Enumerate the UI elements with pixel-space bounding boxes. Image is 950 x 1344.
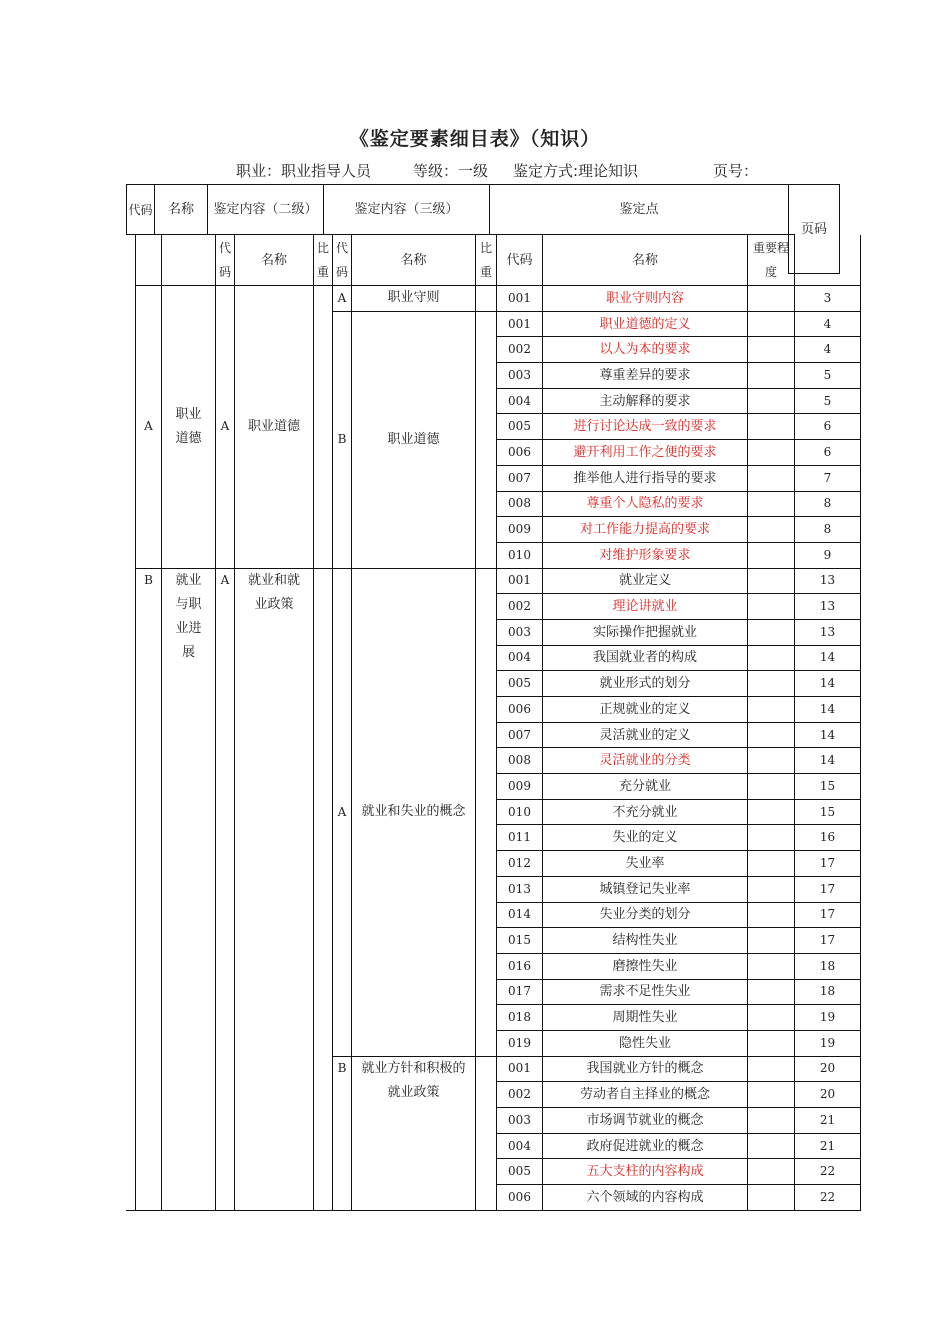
point-code: 012 [497,851,543,877]
header-weight: 比重 [314,235,333,286]
header-importance: 重要程度 [748,235,795,286]
point-name: 职业守则内容 [543,286,748,312]
point-name: 充分就业 [543,774,748,800]
header-level2: 鉴定内容（二级） [208,185,324,235]
page-title: 《鉴定要素细目表》（知识） [349,128,601,150]
header-page: 页码 [789,185,840,274]
section-code: B [136,568,162,1210]
point-code: 017 [497,979,543,1005]
point-page: 14 [795,645,861,671]
header-sub-code-3: 代码 [333,235,352,286]
point-name: 就业形式的划分 [543,671,748,697]
point-importance [748,671,795,697]
point-page: 21 [795,1108,861,1134]
l3-weight [476,286,497,312]
point-importance [748,902,795,928]
point-name: 实际操作把握就业 [543,619,748,645]
point-code: 014 [497,902,543,928]
point-name: 进行讨论达成一致的要求 [543,414,748,440]
point-page: 22 [795,1159,861,1185]
point-importance [748,1108,795,1134]
point-name: 失业分类的划分 [543,902,748,928]
point-page: 5 [795,388,861,414]
point-code: 001 [497,311,543,337]
point-name: 灵活就业的分类 [543,748,748,774]
point-page: 17 [795,851,861,877]
point-importance [748,928,795,954]
occupation-label: 职业：职业指导人员 [236,162,372,180]
header-weight-3: 比重 [476,235,497,286]
point-page: 6 [795,414,861,440]
l3-code: A [333,286,352,312]
section-name: 就业与职业进展 [162,568,216,1210]
point-page: 15 [795,799,861,825]
point-code: 005 [497,671,543,697]
point-page: 14 [795,722,861,748]
header-sub-name-3: 名称 [352,235,476,286]
point-page: 13 [795,619,861,645]
l3-name: 职业守则 [352,286,476,312]
point-page: 8 [795,491,861,517]
l3-code: B [333,1056,352,1210]
point-importance [748,619,795,645]
point-importance [748,1185,795,1211]
point-name: 尊重个人隐私的要求 [543,491,748,517]
point-code: 004 [497,388,543,414]
point-code: 008 [497,748,543,774]
point-importance [748,311,795,337]
point-page: 14 [795,748,861,774]
point-code: 005 [497,1159,543,1185]
point-importance [748,748,795,774]
table-row [136,568,861,594]
l3-name: 就业和失业的概念 [352,568,476,1056]
point-name: 推举他人进行指导的要求 [543,465,748,491]
point-page: 3 [795,286,861,312]
l3-code: A [333,568,352,1056]
point-importance [748,774,795,800]
l3-weight [476,1056,497,1210]
point-code: 006 [497,440,543,466]
point-name: 失业的定义 [543,825,748,851]
point-importance [748,697,795,723]
point-name: 需求不足性失业 [543,979,748,1005]
point-page: 5 [795,363,861,389]
point-importance [748,979,795,1005]
point-importance [748,799,795,825]
point-page: 4 [795,311,861,337]
point-name: 结构性失业 [543,928,748,954]
header-point-code: 代码 [497,235,543,286]
method-label: 鉴定方式:理论知识 [513,162,639,180]
point-name: 正规就业的定义 [543,697,748,723]
point-importance [748,440,795,466]
point-importance [748,594,795,620]
section-code: A [136,286,162,569]
point-code: 001 [497,568,543,594]
point-code: 016 [497,953,543,979]
point-name: 对维护形象要求 [543,542,748,568]
point-name: 理论讲就业 [543,594,748,620]
point-importance [748,1159,795,1185]
point-page: 18 [795,979,861,1005]
point-code: 007 [497,465,543,491]
point-page: 17 [795,928,861,954]
point-code: 013 [497,876,543,902]
point-importance [748,465,795,491]
point-importance [748,1030,795,1056]
header-name: 名称 [155,185,208,235]
point-importance [748,517,795,543]
l2-weight [314,568,333,1210]
point-name: 市场调节就业的概念 [543,1108,748,1134]
header-sub-name: 名称 [235,235,314,286]
point-code: 019 [497,1030,543,1056]
point-code: 001 [497,1056,543,1082]
bottom-rule [126,1210,136,1211]
l3-weight [476,311,497,568]
header-code: 代码 [127,185,155,235]
point-importance [748,1133,795,1159]
point-importance [748,491,795,517]
header-points: 鉴定点 [490,185,789,235]
point-name: 灵活就业的定义 [543,722,748,748]
l3-name: 职业道德 [352,311,476,568]
point-name: 尊重差异的要求 [543,363,748,389]
header-level3: 鉴定内容（三级） [324,185,490,235]
level-label: 等级：一级 [413,162,489,180]
point-name: 职业道德的定义 [543,311,748,337]
header-point-name: 名称 [543,235,748,286]
point-name: 周期性失业 [543,1005,748,1031]
point-code: 002 [497,337,543,363]
point-code: 009 [497,517,543,543]
point-code: 003 [497,1108,543,1134]
point-code: 010 [497,542,543,568]
l3-weight [476,568,497,1056]
point-code: 002 [497,594,543,620]
l2-weight [314,286,333,569]
point-importance [748,1005,795,1031]
point-page: 6 [795,440,861,466]
l3-code: B [333,311,352,568]
point-name: 就业定义 [543,568,748,594]
point-page: 17 [795,876,861,902]
point-importance [748,388,795,414]
point-page: 16 [795,825,861,851]
point-importance [748,337,795,363]
point-code: 009 [497,774,543,800]
point-page: 18 [795,953,861,979]
point-page: 4 [795,337,861,363]
point-page: 7 [795,465,861,491]
point-code: 015 [497,928,543,954]
point-page: 8 [795,517,861,543]
point-page: 14 [795,671,861,697]
section-name: 职业道德 [162,286,216,569]
point-importance [748,286,795,312]
point-importance [748,645,795,671]
point-importance [748,722,795,748]
point-code: 008 [497,491,543,517]
point-name: 避开利用工作之便的要求 [543,440,748,466]
point-code: 003 [497,363,543,389]
point-name: 以人为本的要求 [543,337,748,363]
point-code: 001 [497,286,543,312]
elements-table [135,234,861,1211]
table-row [136,286,861,312]
point-importance [748,363,795,389]
header-blank-name [162,235,216,286]
point-importance [748,825,795,851]
point-code: 004 [497,645,543,671]
point-name: 主动解释的要求 [543,388,748,414]
point-name: 对工作能力提高的要求 [543,517,748,543]
point-page: 20 [795,1082,861,1108]
point-importance [748,568,795,594]
point-name: 城镇登记失业率 [543,876,748,902]
header-sub-code: 代码 [216,235,235,286]
point-page: 20 [795,1056,861,1082]
point-name: 失业率 [543,851,748,877]
point-code: 011 [497,825,543,851]
point-page: 13 [795,594,861,620]
point-importance [748,1082,795,1108]
point-code: 010 [497,799,543,825]
point-code: 006 [497,1185,543,1211]
point-code: 018 [497,1005,543,1031]
point-page: 22 [795,1185,861,1211]
l3-name: 就业方针和积极的就业政策 [352,1056,476,1210]
point-code: 005 [497,414,543,440]
l2-code: A [216,568,235,1210]
point-code: 007 [497,722,543,748]
page-number-label: 页号： [713,162,759,180]
point-page: 17 [795,902,861,928]
point-name: 六个领域的内容构成 [543,1185,748,1211]
header-blank-code [136,235,162,286]
point-name: 不充分就业 [543,799,748,825]
point-page: 13 [795,568,861,594]
point-importance [748,953,795,979]
point-importance [748,1056,795,1082]
point-name: 我国就业者的构成 [543,645,748,671]
point-code: 002 [497,1082,543,1108]
point-importance [748,542,795,568]
point-name: 我国就业方针的概念 [543,1056,748,1082]
point-name: 五大支柱的内容构成 [543,1159,748,1185]
header-page-blank [795,235,861,286]
point-page: 19 [795,1005,861,1031]
point-page: 15 [795,774,861,800]
l2-code: A [216,286,235,569]
point-code: 004 [497,1133,543,1159]
point-code: 006 [497,697,543,723]
point-page: 9 [795,542,861,568]
point-page: 19 [795,1030,861,1056]
l2-name: 职业道德 [235,286,314,569]
point-page: 21 [795,1133,861,1159]
point-importance [748,851,795,877]
point-name: 隐性失业 [543,1030,748,1056]
point-name: 政府促进就业的概念 [543,1133,748,1159]
point-importance [748,876,795,902]
l2-name: 就业和就业政策 [235,568,314,1210]
point-name: 劳动者自主择业的概念 [543,1082,748,1108]
point-code: 003 [497,619,543,645]
point-page: 14 [795,697,861,723]
point-name: 磨擦性失业 [543,953,748,979]
point-importance [748,414,795,440]
